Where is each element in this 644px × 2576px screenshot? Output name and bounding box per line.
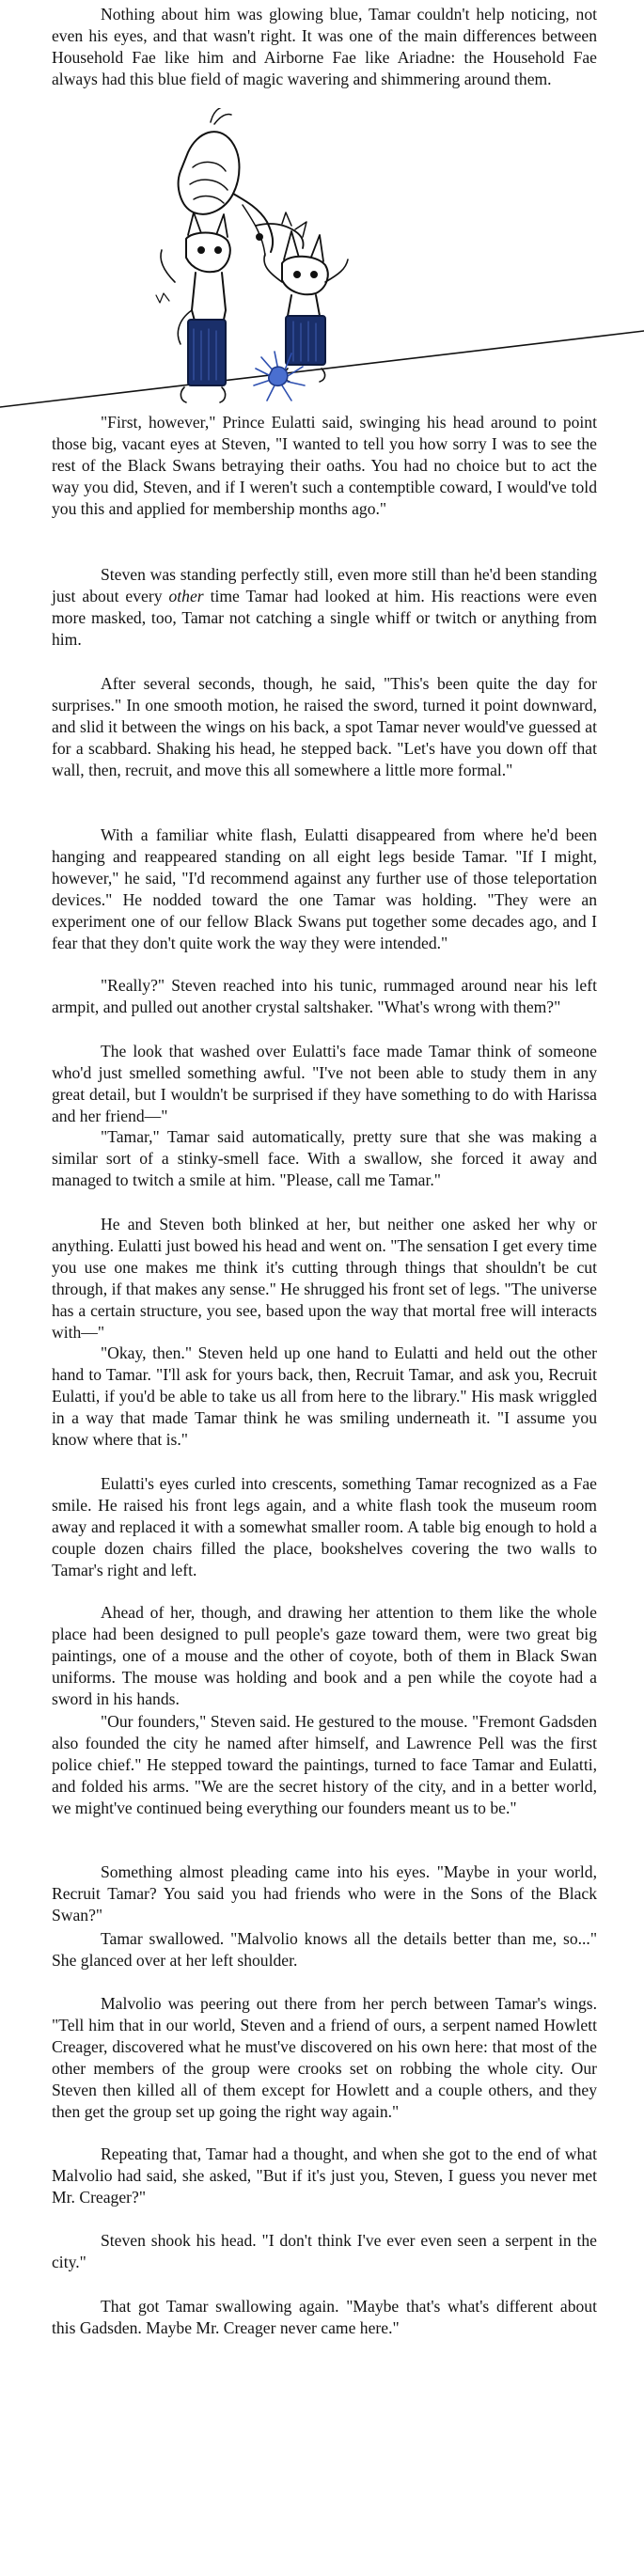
paragraph-18: Steven shook his head. "I don't think I've ever even seen a serpent in the city." [52, 2231, 597, 2271]
paragraph-14: Something almost pleading came into his eyes. "Maybe in your world, Recruit Tamar? You said you had friends who were in the Sons of the Black Swan?" [52, 1862, 597, 1924]
paragraph-16: Malvolio was peering out there from her perch between Tamar's wings. "Tell him that in our world, Steven and a friend of ours, a serpent named Howlett Creager, discovered what he must've discovered on his own here: that most of the other members of the group were crooks set on robbing the whole city. Our Steven then killed all of them except for Howlett and a couple others, and they then get the group set up going the right way again." [52, 1994, 597, 2121]
paragraph-17: Repeating that, Tamar had a thought, and when she got to the end of what Malvolio had said, she asked, "But if it's just you, Steven, I guess you never met Mr. Creager?" [52, 2144, 597, 2207]
paragraph-4: After several seconds, though, he said, "This's been quite the day for surprises." In one smooth motion, he raised the sword, turned it point downward, and slid it between the wings on his back, a spot Tamar never would've guessed at for a scabbard. Shaking his head, he stepped back. "Let's have you down off that wall, then, recruit, and move this all somewhere a little more formal." [52, 674, 597, 779]
paragraph-3: Steven was standing perfectly still, even more still than he'd been standing just about every other time Tamar had looked at him. His reactions were even more masked, too, Tamar not catching a single whiff or twitch or anything from him. [52, 565, 597, 649]
paragraph-13: "Our founders," Steven said. He gestured to the mouse. "Fremont Gadsden also founded the city he named after himself, and Lawrence Pell was the first police chief." He stepped toward the paintings, turned to face Tamar and Eulatti, and folded his arms. "We are the secret history of the city, and in a better world, we might've continued being everything our founders meant us to be." [52, 1712, 597, 1817]
paragraph-11: Eulatti's eyes curled into crescents, something Tamar recognized as a Fae smile. He raised his front legs again, and a white flash took the museum room away and replaced it with a somewhat smaller room. A table big enough to hold a couple dozen chairs filled the place, bookshelves covering the two walls to Tamar's right and left. [52, 1474, 597, 1579]
paragraph-6: "Really?" Steven reached into his tunic, rummaged around near his left armpit, and pulled out another crystal saltshaker. "What's wrong with them?" [52, 976, 597, 1016]
paragraph-12: Ahead of her, though, and drawing her attention to them like the whole place had been designed to pull people's gaze toward them, were two great big paintings, one of a mouse and the other of coyote, both of them in Black Swan uniforms. The mouse was holding and book and a pen while the coyote had a sword in his hands. [52, 1603, 597, 1708]
story-illustration [0, 108, 644, 409]
emphasis-word: other [168, 587, 204, 605]
paragraph-15: Tamar swallowed. "Malvolio knows all the details better than me, so..." She glanced over at her left shoulder. [52, 1929, 597, 1970]
paragraph-7: The look that washed over Eulatti's face made Tamar think of someone who'd just smelled something awful. "I've not been able to study them in any great detail, but I wouldn't be surprised if they have something to do with Harissa and her friend—" [52, 1042, 597, 1125]
paragraph-2: "First, however," Prince Eulatti said, swinging his head around to point those big, vacant eyes at Steven, "I wanted to tell you how sorry I was to see the rest of the Black Swans betraying their oaths. You had no choice but to act the way you did, Steven, and if I weren't such a contemptible coward, I would've told you this and applied for membership months ago." [52, 413, 597, 518]
paragraph-5: With a familiar white flash, Eulatti disappeared from where he'd been hanging and reappeared standing on all eight legs beside Tamar. "If I might, however," he said, "I'd recommend against any further use of those teleportation devices." He nodded toward the one Tamar was holding. "They were an experiment one of our fellow Black Swans put together some decades ago, and I fear that they don't quite work the way they were intended." [52, 825, 597, 952]
paragraph-1: Nothing about him was glowing blue, Tamar couldn't help noticing, not even his eyes, and that wasn't right. It was one of the main differences between Household Fae like him and Airborne Fae like Ariadne: the Household Fae always had this blue field of magic wavering and shimmering around them. [52, 5, 597, 88]
paragraph-9: He and Steven both blinked at her, but neither one asked her why or anything. Eulatti just bowed his head and went on. "The sensation I get every time you use one makes me think it's cutting through things that shouldn't be cut through, if that makes any sense." He shrugged his front set of legs. "The universe has a certain structure, you see, based upon the way that mortal free will interacts with—" [52, 1215, 597, 1342]
paragraph-8: "Tamar," Tamar said automatically, pretty sure that she was making a similar sort of a stinky-smell face. With a swallow, she forced it away and managed to twitch a smile at him. "Please, call me Tamar." [52, 1127, 597, 1189]
paragraph-10: "Okay, then." Steven held up one hand to Eulatti and held out the other hand to Tamar. "I'll ask for yours back, then, Recruit Tamar, and ask you, Recruit Eulatti, if you'd be able to take us all from here to the library." His mask wriggled in a way that made Tamar think he was smiling underneath it. "I assume you know where that is." [52, 1343, 597, 1449]
paragraph-19: That got Tamar swallowing again. "Maybe that's what's different about this Gadsden. Maybe Mr. Creager never came here." [52, 2297, 597, 2337]
left-fae-figure [156, 212, 230, 402]
